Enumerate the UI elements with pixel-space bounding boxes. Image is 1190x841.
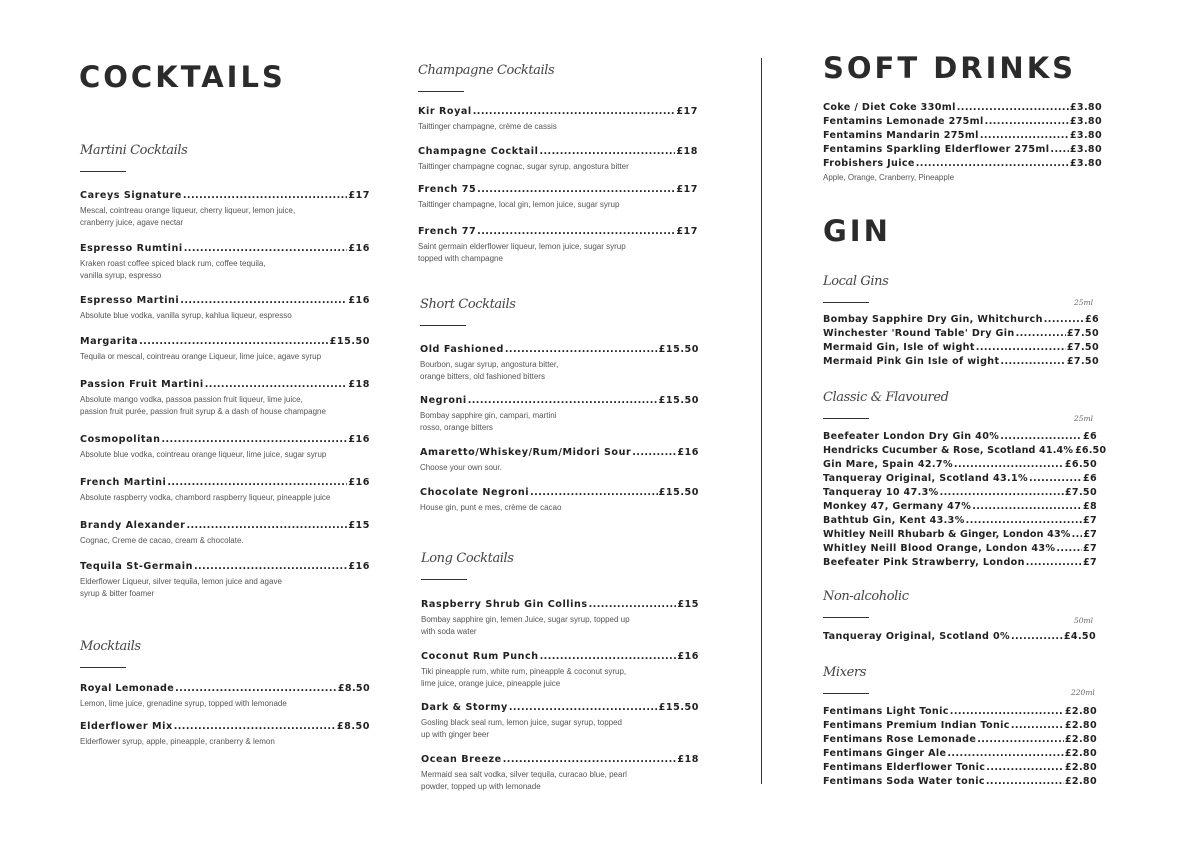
gin-row (823, 515, 1097, 527)
gin-row (823, 501, 1097, 513)
section-divider (80, 667, 126, 668)
item-description: Apple, Orange, Cranberry, Pineapple (823, 173, 955, 182)
item-price: £4.50 (1063, 631, 1096, 642)
section-title: Classic & Flavoured (823, 390, 949, 405)
section-mixers (823, 665, 869, 694)
dot-leader (1016, 328, 1066, 340)
menu-item-tequila-st-germain (80, 561, 370, 599)
item-name: Beefeater London Dry Gin 40% (823, 431, 1000, 442)
item-name: Fentamins Sparkling Elderflower 275ml (823, 144, 1050, 155)
dot-leader (167, 477, 347, 489)
item-name: Hendricks Cucumber & Rose, Scotland 41.4% (823, 445, 1074, 456)
dot-leader (954, 459, 1064, 471)
item-price: £15.50 (658, 395, 699, 406)
item-name: Careys Signature (80, 190, 182, 201)
item-description: Bourbon, sugar syrup, angostura bitter, orange bitters, old fashioned bitters (420, 360, 559, 381)
item-name: Tanqueray Original, Scotland 0% (823, 631, 1010, 642)
item-price: £17 (676, 184, 698, 195)
item-price: £7.50 (1066, 328, 1099, 339)
menu-item-elderflower-mix (80, 721, 370, 748)
item-price: £16 (348, 477, 370, 488)
item-price: £7 (1082, 515, 1097, 526)
item-description: Bombay sapphire gin, campari, martini rosso, orange bitters (420, 411, 557, 432)
menu-item-sour (420, 447, 699, 474)
dot-leader (1044, 314, 1084, 326)
dot-leader (503, 754, 677, 766)
item-name: Old Fashioned (420, 344, 504, 355)
item-name: Fentamins Lemonade 275ml (823, 116, 984, 127)
dot-leader (950, 706, 1064, 718)
gin-row (823, 314, 1099, 326)
menu-item-espresso-rumtini (80, 243, 370, 281)
dot-leader (947, 748, 1064, 760)
item-price: £16 (677, 651, 699, 662)
dot-leader (977, 734, 1064, 746)
dot-leader (477, 226, 675, 238)
section-non-alcoholic (823, 589, 909, 618)
item-description: Tequila or mescal, cointreau orange Liqueur, lime juice, agave syrup (80, 352, 322, 361)
dot-leader (976, 342, 1066, 354)
dot-leader (540, 651, 677, 663)
item-name: Fentimans Ginger Ale (823, 748, 947, 759)
item-price: £7.50 (1066, 342, 1099, 353)
mixer-row (823, 762, 1097, 774)
item-price: £2.80 (1064, 720, 1097, 731)
dot-leader (539, 146, 675, 158)
item-name: Mermaid Gin, Isle of wight (823, 342, 975, 353)
section-divider (420, 325, 466, 326)
item-name: Espresso Rumtini (80, 243, 183, 254)
section-divider (823, 693, 869, 694)
item-description: House gin, punt e mes, crème de cacao (420, 503, 562, 512)
mixer-row (823, 748, 1097, 760)
menu-item-old-fashioned (420, 344, 699, 382)
item-description: Absolute blue vodka, vanilla syrup, kahlua liqueur, espresso (80, 311, 292, 320)
item-price: £2.80 (1064, 762, 1097, 773)
dot-leader (1026, 557, 1082, 569)
mixer-row (823, 776, 1097, 788)
item-name: Bathtub Gin, Kent 43.3% (823, 515, 965, 526)
dot-leader (1050, 144, 1068, 156)
section-martini (80, 143, 187, 172)
dot-leader (161, 434, 347, 446)
dot-leader (986, 762, 1064, 774)
dot-leader (985, 116, 1069, 128)
item-description: Mescal, cointreau orange liqueur, cherry liqueur, lemon juice, cranberry juice, agave nectar (80, 206, 296, 227)
gin-heading: GIN (823, 214, 891, 248)
dot-leader (174, 721, 336, 733)
gin-row (823, 459, 1097, 471)
gin-row (823, 631, 1096, 643)
gin-row (823, 529, 1097, 541)
item-price: £3.80 (1069, 130, 1102, 141)
soft-drinks-list (823, 102, 1102, 184)
dot-leader (1011, 631, 1063, 643)
item-price: £8 (1082, 501, 1097, 512)
section-title: Short Cocktails (420, 297, 516, 312)
item-name: Kir Royal (418, 106, 472, 117)
dot-leader (505, 344, 658, 356)
item-description: Saint germain elderflower liqueur, lemon juice, sugar syrup topped with champagne (418, 242, 626, 263)
section-champagne (418, 63, 554, 92)
item-name: French 75 (418, 184, 477, 195)
serving-size: 50ml (1074, 616, 1094, 625)
menu-item-champagne-cocktail (418, 146, 698, 173)
section-divider (421, 579, 467, 580)
item-name: Dark & Stormy (421, 702, 508, 713)
soft-drink-row (823, 144, 1102, 156)
item-name: Mermaid Pink Gin Isle of wight (823, 356, 1000, 367)
dot-leader (980, 130, 1069, 142)
item-price: £16 (348, 561, 370, 572)
menu-item-french-77 (418, 226, 698, 264)
dot-leader (972, 501, 1082, 513)
dot-leader (175, 683, 337, 695)
item-name: Chocolate Negroni (420, 487, 530, 498)
gin-row (823, 356, 1099, 368)
dot-leader (940, 487, 1064, 499)
soft-drink-row (823, 102, 1102, 114)
menu-item-kir-royal (418, 106, 698, 133)
item-price: £3.80 (1069, 102, 1102, 113)
dot-leader (1011, 720, 1064, 732)
item-name: Frobishers Juice (823, 158, 915, 169)
section-long (421, 551, 514, 580)
menu-item-passion-fruit-martini (80, 379, 370, 417)
item-name: Espresso Martini (80, 295, 180, 306)
dot-leader (205, 379, 348, 391)
item-name: Fentimans Premium Indian Tonic (823, 720, 1010, 731)
section-title: Mocktails (80, 639, 141, 654)
section-title: Champagne Cocktails (418, 63, 555, 78)
item-name: Coconut Rum Punch (421, 651, 539, 662)
section-divider (823, 302, 869, 303)
item-price: £8.50 (337, 683, 370, 694)
menu-item-raspberry-shrub (421, 599, 699, 637)
section-divider (823, 617, 869, 618)
item-name: Passion Fruit Martini (80, 379, 204, 390)
item-name: Cosmopolitan (80, 434, 161, 445)
dot-leader (139, 336, 329, 348)
item-description: Taittinger champagne, crème de cassis (418, 122, 557, 131)
section-mocktails (80, 639, 141, 668)
item-name: Fentimans Soda Water tonic (823, 776, 985, 787)
item-price: £2.80 (1064, 776, 1097, 787)
dot-leader (957, 102, 1069, 114)
item-name: Bombay Sapphire Dry Gin, Whitchurch (823, 314, 1043, 325)
item-price: £6 (1082, 431, 1097, 442)
menu-item-espresso-martini (80, 295, 370, 322)
dot-leader (183, 190, 347, 202)
menu-item-cosmopolitan (80, 434, 370, 461)
item-name: Coke / Diet Coke 330ml (823, 102, 956, 113)
serving-size: 25ml (1074, 414, 1094, 423)
item-price: £6.50 (1075, 445, 1107, 456)
dot-leader (509, 702, 658, 714)
item-price: £6 (1084, 314, 1099, 325)
item-description: Choose your own sour. (420, 463, 502, 472)
item-description: Lemon, lime juice, grenadine syrup, topped with lemonade (80, 699, 287, 708)
item-name: Ocean Breeze (421, 754, 502, 765)
section-local-gins (823, 274, 888, 303)
soft-drinks-heading: SOFT DRINKS (823, 51, 1077, 85)
item-name: Fentimans Light Tonic (823, 706, 949, 717)
item-description: Tiki pineapple rum, white rum, pineapple & coconut syrup, lime juice, orange juice, pineapple juice (421, 667, 627, 688)
section-divider (418, 91, 464, 92)
dot-leader (916, 158, 1069, 170)
non-alcoholic-list (823, 631, 1096, 643)
item-description: Elderflower syrup, apple, pineapple, cranberry & lemon (80, 737, 275, 746)
serving-size: 220ml (1071, 688, 1095, 697)
item-price: £3.80 (1069, 144, 1102, 155)
item-name: Monkey 47, Germany 47% (823, 501, 972, 512)
item-name: Whitley Neill Rhubarb & Ginger, London 43% (823, 529, 1071, 540)
item-name: Margarita (80, 336, 139, 347)
menu-item-careys-signature (80, 190, 370, 228)
item-name: Elderflower Mix (80, 721, 173, 732)
serving-size: 25ml (1074, 298, 1094, 307)
cocktails-heading: COCKTAILS (79, 60, 286, 94)
menu-item-french-75 (418, 184, 698, 211)
item-description: Taittinger champagne, local gin, lemon juice, sugar syrup (418, 200, 620, 209)
item-price: £15.50 (658, 702, 699, 713)
mixer-row (823, 720, 1097, 732)
dot-leader (468, 395, 658, 407)
gin-row (823, 473, 1097, 485)
gin-row (823, 487, 1097, 499)
section-divider (823, 418, 869, 419)
item-name: Beefeater Pink Strawberry, London (823, 557, 1025, 568)
menu-item-margarita (80, 336, 370, 363)
item-price: £18 (676, 146, 698, 157)
mixer-row (823, 734, 1097, 746)
item-description: Mermaid sea salt vodka, silver tequila, curacao blue, pearl powder, topped up with lemonade (421, 770, 627, 791)
dot-leader (194, 561, 347, 573)
item-name: Fentamins Mandarin 275ml (823, 130, 979, 141)
item-name: Royal Lemonade (80, 683, 175, 694)
item-price: £2.80 (1064, 734, 1097, 745)
dot-leader (186, 520, 347, 532)
dot-leader (632, 447, 676, 459)
section-short (420, 297, 516, 326)
item-name: Tequila St-Germain (80, 561, 193, 572)
dot-leader (1000, 356, 1065, 368)
item-name: Winchester 'Round Table' Dry Gin (823, 328, 1015, 339)
item-price: £7 (1082, 543, 1097, 554)
item-name: Tanqueray 10 47.3% (823, 487, 939, 498)
mixer-row (823, 706, 1097, 718)
mixers-list (823, 706, 1097, 788)
item-price: £17 (676, 106, 698, 117)
item-name: French Martini (80, 477, 167, 488)
item-name: Tanqueray Original, Scotland 43.1% (823, 473, 1028, 484)
classic-gins-list (823, 431, 1107, 569)
item-description: Gosling black seal rum, lemon juice, sugar syrup, topped up with ginger beer (421, 718, 622, 739)
item-name: Whitley Neill Blood Orange, London 43% (823, 543, 1056, 554)
item-price: £7.50 (1064, 487, 1097, 498)
item-description: Absolute raspberry vodka, chambord raspberry liqueur, pineapple juice (80, 493, 331, 502)
gin-row (823, 543, 1097, 555)
section-title: Local Gins (823, 274, 889, 289)
item-name: Gin Mare, Spain 42.7% (823, 459, 953, 470)
item-price: £15.50 (658, 344, 699, 355)
item-price: £8.50 (336, 721, 370, 732)
column-divider (761, 58, 762, 784)
item-price: £6 (1082, 473, 1097, 484)
item-description: Bombay sapphire gin, lemen Juice, sugar syrup, topped up with soda water (421, 615, 630, 636)
dot-leader (966, 515, 1082, 527)
item-name: Fentimans Rose Lemonade (823, 734, 977, 745)
item-price: £16 (348, 434, 370, 445)
item-price: £2.80 (1064, 748, 1097, 759)
local-gins-list (823, 314, 1099, 368)
item-price: £7 (1082, 557, 1097, 568)
item-name: Raspberry Shrub Gin Collins (421, 599, 588, 610)
soft-drink-row (823, 158, 1102, 170)
item-price: £15.50 (658, 487, 699, 498)
item-price: £3.80 (1069, 116, 1102, 127)
menu-item-dark-stormy (421, 702, 699, 740)
dot-leader (530, 487, 658, 499)
dot-leader (1056, 543, 1082, 555)
item-description: Absolute blue vodka, cointreau orange liqueur, lime juice, sugar syrup (80, 450, 327, 459)
dot-leader (473, 106, 676, 118)
item-price: £16 (348, 295, 370, 306)
section-title: Mixers (823, 665, 866, 680)
menu-item-negroni (420, 395, 699, 433)
item-price: £2.80 (1064, 706, 1097, 717)
item-price: £18 (677, 754, 699, 765)
item-price: £16 (677, 447, 699, 458)
gin-row (823, 445, 1107, 457)
dot-leader (1029, 473, 1082, 485)
item-price: £7.50 (1066, 356, 1099, 367)
dot-leader (184, 243, 348, 255)
gin-row (823, 328, 1099, 340)
item-name: Brandy Alexander (80, 520, 186, 531)
item-description: Absolute mango vodka, passoa passion fruit liqueur, lime juice, passion fruit purée, passion fruit syrup & a dash of house champagne (80, 395, 326, 416)
item-price: £6.50 (1064, 459, 1097, 470)
gin-row (823, 557, 1097, 569)
section-divider (80, 171, 126, 172)
item-price: £3.80 (1069, 158, 1102, 169)
item-description: Kraken roast coffee spiced black rum, coffee tequila, vanilla syrup, espresso (80, 259, 266, 280)
menu-item-chocolate-negroni (420, 487, 699, 514)
menu-item-royal-lemonade (80, 683, 370, 710)
item-name: Champagne Cocktail (418, 146, 539, 157)
gin-row (823, 342, 1099, 354)
item-price: £15 (348, 520, 370, 531)
menu-item-coconut-rum-punch (421, 651, 699, 689)
soft-drink-row (823, 130, 1102, 142)
item-price: £15.50 (329, 336, 370, 347)
item-description: Elderflower Liqueur, silver tequila, lemon juice and agave syrup & bitter foamer (80, 577, 282, 598)
item-name: Fentimans Elderflower Tonic (823, 762, 986, 773)
dot-leader (1000, 431, 1082, 443)
item-name: Negroni (420, 395, 467, 406)
item-name: French 77 (418, 226, 477, 237)
item-description: Cognac, Creme de cacao, cream & chocolate. (80, 536, 244, 545)
dot-leader (986, 776, 1064, 788)
item-name: Amaretto/Whiskey/Rum/Midori Sour (420, 447, 632, 458)
item-price: £16 (348, 243, 370, 254)
item-price: £17 (676, 226, 698, 237)
item-price: £18 (348, 379, 370, 390)
dot-leader (477, 184, 675, 196)
menu-item-ocean-breeze (421, 754, 699, 792)
soft-drink-row (823, 116, 1102, 128)
section-title: Long Cocktails (421, 551, 514, 566)
menu-item-brandy-alexander (80, 520, 370, 547)
section-classic-flavoured (823, 390, 949, 419)
item-price: £15 (677, 599, 699, 610)
section-title: Non-alcoholic (823, 589, 909, 604)
dot-leader (1072, 529, 1083, 541)
section-title: Martini Cocktails (80, 143, 188, 158)
dot-leader (180, 295, 347, 307)
dot-leader (589, 599, 677, 611)
gin-row (823, 431, 1097, 443)
item-price: £7 (1083, 529, 1097, 540)
item-description: Taittinger champagne cognac, sugar syrup, angostura bitter (418, 162, 629, 171)
item-price: £17 (348, 190, 370, 201)
menu-item-french-martini (80, 477, 370, 504)
